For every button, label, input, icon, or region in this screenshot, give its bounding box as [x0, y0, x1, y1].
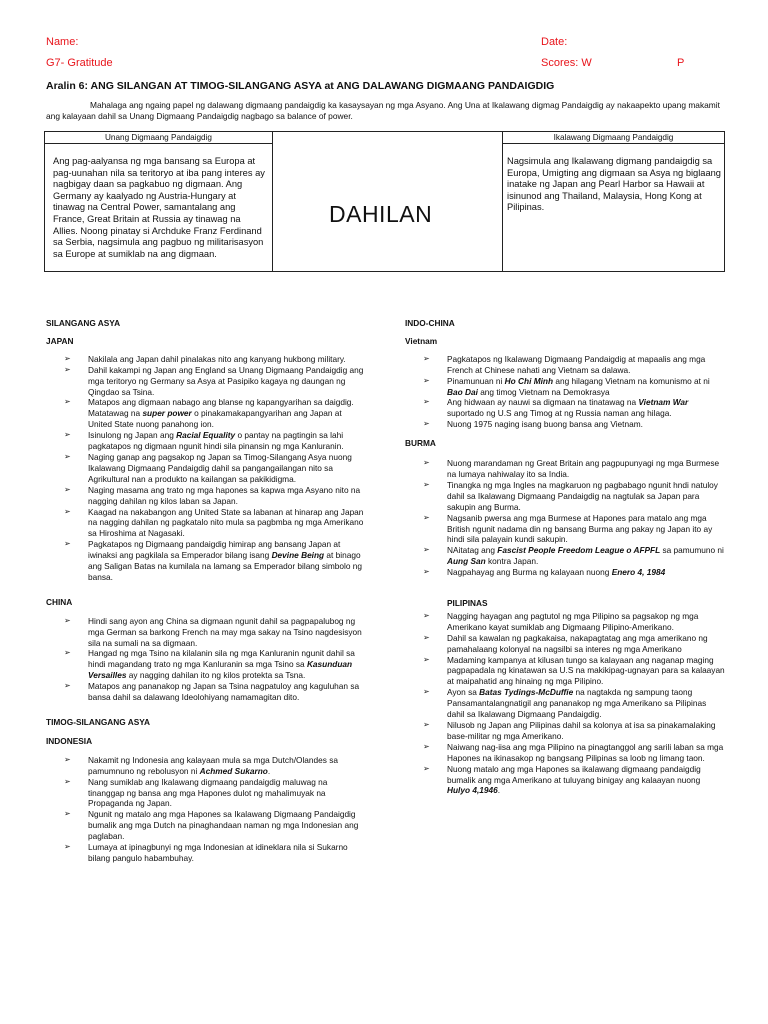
arrow-bullet-icon: ➢: [423, 763, 430, 773]
table-divider-left: [272, 132, 273, 271]
arrow-bullet-icon: ➢: [423, 397, 430, 407]
list-item: ➢ Nagging hayagan ang pagtutol ng mga Pilipino sa pagsakop ng mga Amerikano kayat sumiklab ang Digmaang Pilipino-Amerikano.: [423, 610, 699, 632]
list-item: ➢ Tinangka ng mga Ingles na magkaruon ng pagbabago ngunit hndi natuloy dahil sa Ikalawang Digmaang Pandaigdig na nagtulak sa Japan para sakupin ang Burma.: [423, 479, 718, 512]
list-item: ➢ Matapos ang digmaan nabago ang blanse ng kapangyarihan sa daigdig. Matatawag na super power o pinakamakapangyarihan ang Japan at United State nuong panahong ion.: [64, 397, 354, 430]
list-item: ➢ Lumaya at ipinagbunyi ng mga Indonesian at idineklara nila si Sukarno bilang pangulo habambuhay.: [64, 842, 348, 863]
arrow-bullet-icon: ➢: [64, 681, 71, 691]
arrow-bullet-icon: ➢: [64, 648, 71, 658]
arrow-bullet-icon: ➢: [64, 430, 71, 440]
table-header-right: Ikalawang Digmaang Pandaigdig: [502, 132, 725, 144]
indonesia-list: [46, 755, 364, 864]
arrow-bullet-icon: ➢: [423, 353, 430, 363]
list-item: ➢ Ngunit ng matalo ang mga Hapones sa Ikalawang Digmaang Pandaigdig bumalik ang mga Dutch na pinaghandaan naman ng mga Indonesian ang paglaban.: [64, 809, 359, 842]
arrow-bullet-icon: ➢: [423, 458, 430, 468]
list-item: ➢ Ang hidwaan ay nauwi sa digmaan na tinatawag na Vietnam War suportado ng U.S ang Timog at ng Russia naman ang hilaga.: [423, 397, 689, 419]
list-item: ➢ NAitatag ang Fascist People Freedom League o AFPFL sa pamumuno ni Aung San kontra Japan.: [423, 545, 724, 567]
table-header-left: Unang Digmaang Pandaigdig: [45, 132, 272, 144]
arrow-bullet-icon: ➢: [423, 687, 430, 697]
list-item: ➢ Kaagad na nakabangon ang United State sa labanan at hinarap ang Japan na nagging dahilan ng pagkatalo nito mula sa pagbmba ng mga Amerikano sa Hiroshima at Nagasaki.: [64, 506, 364, 539]
arrow-bullet-icon: ➢: [64, 842, 71, 852]
scores-label: Scores: W: [541, 57, 592, 69]
list-item: ➢ Dahil kakampi ng Japan ang England sa Unang Digmaang Pandaigdig ang mga teritoryo ng Germany sa Asya at Pasipiko kagaya ng daungan ng Qingdao sa Tsina.: [64, 364, 364, 397]
arrow-bullet-icon: ➢: [64, 539, 71, 549]
japan-list: [46, 354, 364, 583]
arrow-bullet-icon: ➢: [64, 506, 71, 516]
list-item: ➢ Nilusob ng Japan ang Pilipinas dahil sa kolonya at isa sa pinakamalaking base-militar ng mga Amerikano.: [423, 720, 716, 741]
list-item: ➢ Pagkatapos ng Digmaang pandaigdig himirap ang bansang Japan at iwinaksi ang pagkilala sa Emperador bilang isang Devine Being at binago ang Saligan Batas na kumilala na lamang sa Emperador bilang simbolo ng bansa.: [64, 539, 362, 582]
intro-paragraph: Mahalaga ang ngaing papel ng dalawang digmaang pandaigdig ka kasaysayan ng mga Asyano. Ang Una at Ikalawang digmag Pandaigdig ay nakaapekto upang makamit ang kalayaan dahil sa Unang Digmaang Pandaigdig nagbago sa balance of power.: [46, 100, 720, 121]
list-item: ➢ Hindi sang ayon ang China sa digmaan ngunit dahil sa pagpapalubog ng mga German sa barkong French na may mga sakay na Tsino nagdesisyon sila na sumali na sa digmaan.: [64, 615, 362, 648]
table-cell-right: Nagsimula ang Ikalawang digmang pandaigdig sa Europa, Umigting ang digmaan sa Asya ng biglaang inatake ng Japan ang Pearl Harbor sa Hawaii at isinunod ang Thailand, Malaysia, Hong Kong at Pilipinas.: [507, 156, 721, 213]
arrow-bullet-icon: ➢: [423, 545, 430, 555]
arrow-bullet-icon: ➢: [423, 632, 430, 642]
list-item: ➢ Nang sumiklab ang Ikalawang digmaang pandaigdig maluwag na tinanggap ng bansa ang mga Hapones dulot ng mahalimuyak na Propaganda ng Japan.: [64, 776, 328, 809]
region-heading-indochina: INDO-CHINA: [405, 318, 455, 328]
region-heading: SILANGANG ASYA: [46, 318, 121, 328]
list-item: ➢ Ayon sa Batas Tydings-McDuffie na nagtakda ng sampung taong Pansamantalangnatigil ang pananakop ng mga Amerikano sa Pilipinas dahil sa Ikalawang Digmaang Pandaigdig.: [423, 687, 707, 720]
arrow-bullet-icon: ➢: [423, 741, 430, 751]
arrow-bullet-icon: ➢: [64, 451, 71, 461]
scores-p-label: P: [677, 57, 685, 69]
arrow-bullet-icon: ➢: [423, 419, 430, 429]
arrow-bullet-icon: ➢: [64, 809, 71, 819]
arrow-bullet-icon: ➢: [423, 720, 430, 729]
list-item: ➢ Pagkatapos ng Ikalawang Digmaang Pandaigdig at mapaalis ang mga French at Chinese nahati ang Vietnam sa dalawa.: [423, 353, 706, 375]
arrow-bullet-icon: ➢: [423, 512, 430, 522]
list-item: ➢ Pinamunuan ni Ho Chi Minh ang hilagang Vietnam na komunismo at ni Bao Dai ang timog Vietnam na Demokrasya: [423, 375, 710, 397]
comparison-table: [44, 131, 725, 272]
right-column: [405, 318, 725, 796]
list-item: ➢ Hangad ng mga Tsino na kilalanin sila ng mga Kanluranin ngunit dahil sa hindi magandang trato ng mga Kanluranin sa mga Tsino sa Kasunduan Versailles ay nagging dahilan ito ng kilos protekta sa Tsna.: [64, 648, 355, 681]
list-item: ➢ Nuong 1975 naging isang buong bansa ang Vietnam.: [423, 419, 643, 430]
arrow-bullet-icon: ➢: [64, 364, 71, 374]
list-item: ➢ Nagpahayag ang Burma ng kalayaan nuong Enero 4, 1984: [423, 567, 666, 578]
arrow-bullet-icon: ➢: [64, 615, 71, 625]
table-cell-left: Ang pag-aalyansa ng mga bansang sa Europa at pag-uunahan nila sa teritoryo at iba pang interes ay nagbigay daan sa pagkabuo ng digmaan. Ang Germany ay kaalyado ng Austria-Hungary at tinawag na Central Power, samantalang ang France, Great Britain at Russia ay tinawag na Allies. Noong pinatay si Archduke Franz Ferdinand sa Serbia, nagsimula ang pagbuo ng militarisasyon sa Europe at sumiklab na ang digmaan.: [53, 156, 265, 259]
table-divider-right: [502, 132, 503, 271]
date-label: Date:: [541, 36, 568, 48]
section-heading-japan: JAPAN: [46, 335, 74, 346]
arrow-bullet-icon: ➢: [64, 754, 71, 764]
lesson-title: Aralin 6: ANG SILANGAN AT TIMOG-SILANGANG ASYA at ANG DALAWANG DIGMAANG PANDAIGDIG: [46, 80, 555, 92]
list-item: ➢ Isinulong ng Japan ang Racial Equality o pantay na pagtingin sa lahi pagkatapos ng digmaan ngunit hindi sila pinansin ng mga Kanluranin.: [64, 430, 344, 452]
section-label: G7- Gratitude: [46, 57, 113, 69]
section-heading-burma: BURMA: [405, 438, 436, 449]
arrow-bullet-icon: ➢: [64, 776, 71, 786]
list-item: ➢ Dahil sa kawalan ng pagkakaisa, nakapagtatag ang mga amerikano ng pamahalaang kolonyal na nagsilbi sa interes ng mga Amerikano: [423, 632, 708, 654]
region-heading-timog: TIMOG-SILANGANG ASYA: [46, 717, 151, 727]
arrow-bullet-icon: ➢: [423, 610, 430, 620]
arrow-bullet-icon: ➢: [64, 397, 71, 407]
pilipinas-list: [405, 611, 725, 796]
section-heading-pilipinas: PILIPINAS: [447, 598, 488, 609]
list-item: ➢ Madaming kampanya at kilusan tungo sa kalayaan ang naganap maging pagpapadala ng kinatawan sa U.S na makikipag-ugnayan para sa kalaayan at maipahatid ang hinaing ng mga Pilipino.: [423, 654, 725, 687]
list-item: ➢ Naging masama ang trato ng mga hapones sa kapwa mga Asyano nito na nagging dahilan ng kilos laban sa Japan.: [64, 484, 361, 506]
list-item: ➢ Nuong matalo ang mga Hapones sa ikalawang digmaang pandaigdig bumalik ang mga Amerikano at tuluyang binigay ang kalaayan nuong Hulyo 4,1946.: [423, 763, 701, 796]
arrow-bullet-icon: ➢: [423, 654, 430, 664]
china-list: [46, 616, 364, 703]
left-column: [46, 318, 364, 864]
list-item: ➢ Nakamit ng Indonesia ang kalayaan mula sa mga Dutch/Olandes sa pamumnuno ng rebolusyon ni Achmed Sukarno.: [64, 754, 338, 776]
arrow-bullet-icon: ➢: [64, 484, 71, 494]
arrow-bullet-icon: ➢: [423, 567, 430, 577]
arrow-bullet-icon: ➢: [423, 375, 430, 385]
section-heading-vietnam: Vietnam: [405, 335, 438, 346]
list-item: ➢ Nuong marandaman ng Great Britain ang pagpupunyagi ng mga Burmese na lumaya nahiwalay ito sa India.: [423, 458, 720, 479]
list-item: ➢ Naiwang nag-iisa ang mga Pilipino na pinagtanggol ang sarili laban sa mga Hapones na ikinasakop ng bangsang Pilipinas sa loob ng limang taon.: [423, 741, 724, 763]
list-item: ➢ Nakilala ang Japan dahil pinalakas nito ang kanyang hukbong military.: [64, 353, 346, 364]
list-item: ➢ Naging ganap ang pagsakop ng Japan sa Timog-Silangang Asya nuong Ikalawang Digmaang Pandaigdig dahil sa pangangailangan nito sa Agrikultural nan a produkto na kailangan sa pakikidigma.: [64, 451, 352, 484]
table-center-label: DAHILAN: [329, 201, 433, 227]
name-label: Name:: [46, 36, 79, 48]
arrow-bullet-icon: ➢: [423, 479, 430, 489]
list-item: ➢ Nagsanib pwersa ang mga Burmese at Hapones para matalo ang mga British ngunit nadama din ng bansang Burma ang pakay ng Japan ito ay hindi sila palayain kundi sakupin.: [423, 512, 713, 545]
section-heading-china: CHINA: [46, 596, 73, 607]
vietnam-list: [405, 354, 725, 430]
arrow-bullet-icon: ➢: [64, 353, 71, 363]
list-item: ➢ Matapos ang pananakop ng Japan sa Tsina nagpatuloy ang kaguluhan sa bansa dahil sa dalawang Ideolohiyang namamagitan dito.: [64, 681, 360, 703]
section-heading-indonesia: INDONESIA: [46, 735, 93, 746]
burma-list: [405, 458, 725, 578]
